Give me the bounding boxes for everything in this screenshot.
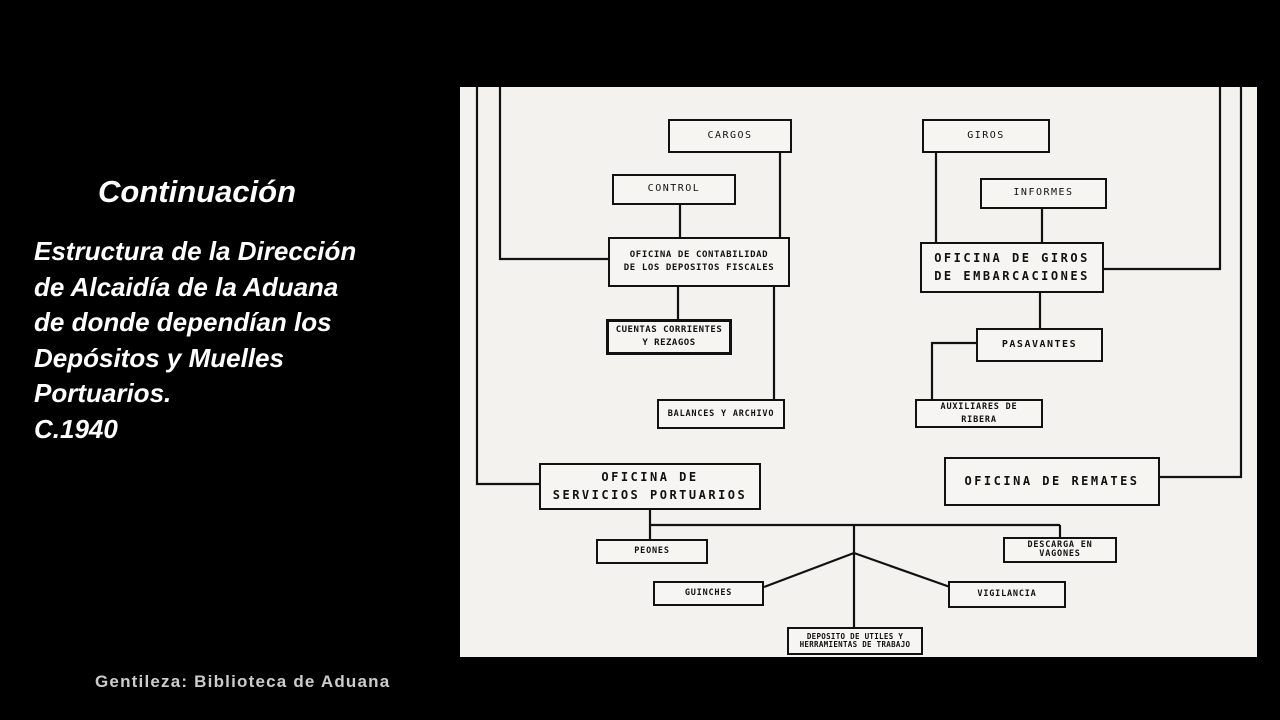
node-oficina-giros	[920, 242, 1104, 293]
node-label: SERVICIOS PORTUARIOS	[552, 487, 748, 502]
node-giros	[922, 119, 1050, 153]
node-cargos	[668, 119, 792, 153]
node-oficina-remates	[944, 457, 1160, 506]
node-label: INFORMES	[1013, 187, 1074, 199]
subtitle-line: Estructura de la Dirección	[34, 236, 357, 266]
connector-lines	[460, 87, 1257, 657]
node-label: GUINCHES	[684, 588, 733, 599]
node-balances	[657, 399, 785, 429]
node-label: GIROS	[967, 129, 1005, 141]
node-label: OFICINA DE	[601, 470, 699, 485]
node-label: OFICINA DE GIROS	[934, 251, 1090, 266]
node-label: VIGILANCIA	[977, 589, 1037, 600]
node-label: Y REZAGOS	[642, 338, 696, 348]
node-label: DE EMBARCACIONES	[934, 268, 1090, 283]
connector-line	[854, 553, 950, 587]
node-label: OFICINA DE REMATES	[964, 473, 1140, 488]
node-cuentas-corrientes	[606, 319, 732, 355]
connector-line	[500, 87, 610, 259]
subtitle-line: de donde dependían los	[34, 307, 332, 337]
node-informes	[980, 178, 1107, 209]
node-auxiliares	[915, 399, 1043, 428]
connector-line	[764, 553, 854, 587]
credit-text: Gentileza: Biblioteca de Aduana	[95, 672, 391, 691]
node-oficina-servicios	[539, 463, 761, 510]
node-label: AUXILIARES DE RIBERA	[940, 402, 1018, 425]
node-guinches	[653, 581, 764, 606]
subtitle-line: de Alcaidía de la Aduana	[34, 271, 339, 302]
slide-subtitle	[34, 234, 444, 447]
node-label: CONTROL	[647, 183, 701, 195]
node-peones	[596, 539, 708, 564]
connector-line	[932, 343, 978, 399]
node-label: CUENTAS CORRIENTES	[615, 324, 723, 335]
node-label: DESCARGA EN	[1027, 539, 1093, 550]
node-label: VAGONES	[1039, 549, 1081, 559]
node-control	[612, 174, 736, 205]
slide-title: Continuación	[98, 174, 297, 209]
node-label: BALANCES Y ARCHIVO	[667, 408, 775, 419]
org-chart	[460, 87, 1257, 657]
node-deposito	[787, 627, 923, 655]
node-label: PEONES	[634, 546, 670, 557]
connector-line	[477, 87, 540, 484]
node-pasavantes	[976, 328, 1103, 362]
connector-line	[1160, 87, 1241, 477]
node-oficina-contabilidad	[608, 237, 790, 287]
subtitle-line: C.1940	[34, 413, 118, 444]
subtitle-line: Portuarios.	[34, 378, 172, 408]
node-label: DEPOSITO DE UTILES Y	[806, 631, 904, 641]
node-label: HERRAMIENTAS DE TRABAJO	[799, 640, 911, 649]
node-label: CARGOS	[707, 129, 753, 141]
subtitle-line: Depósitos y Muelles	[34, 342, 284, 373]
node-label: PASAVANTES	[1001, 338, 1078, 350]
node-vigilancia	[948, 581, 1066, 608]
connector-line	[1103, 87, 1220, 269]
node-descarga	[1003, 537, 1117, 563]
node-label: DE LOS DEPOSITOS FISCALES	[623, 263, 775, 273]
node-label: OFICINA DE CONTABILIDAD	[629, 249, 769, 260]
